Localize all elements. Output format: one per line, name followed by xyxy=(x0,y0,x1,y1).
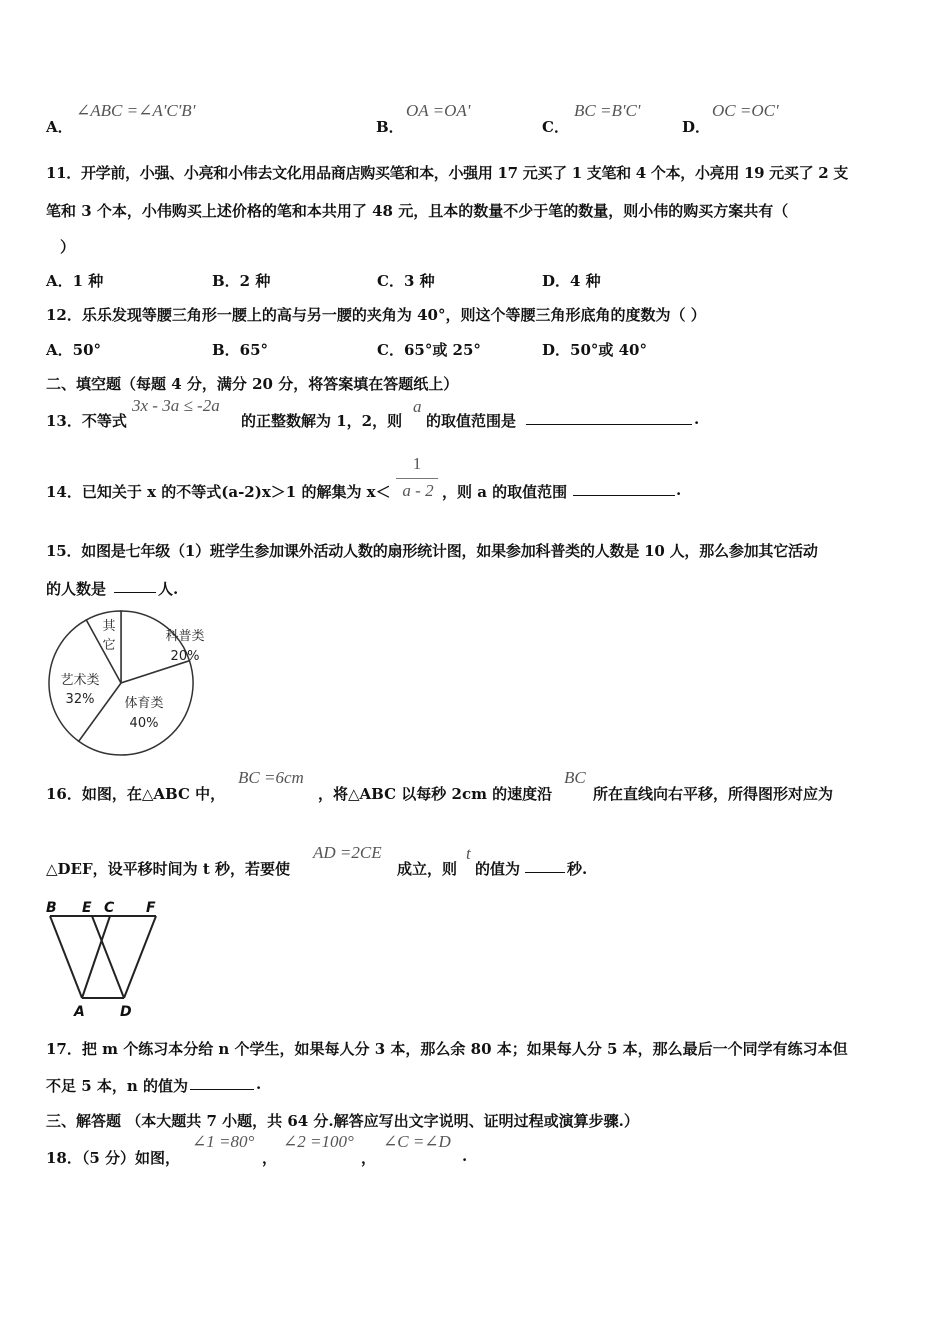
point-c-label: C xyxy=(104,900,115,916)
q15-line-2-suffix: 人. xyxy=(158,580,179,598)
q18-end: . xyxy=(462,1147,468,1165)
section-3-heading: 三、解答题 （本大题共 7 小题，共 64 分.解答应写出文字说明、证明过程或演算步骤.） xyxy=(46,1112,639,1130)
q17-answer-blank xyxy=(190,1075,254,1090)
q15-line-2-prefix: 的人数是 xyxy=(46,580,107,598)
q14-fraction-bar xyxy=(396,478,438,479)
q13-suffix: 的取值范围是 xyxy=(426,412,517,430)
q11-line-2: 笔和 3 个本，小伟购买上述价格的笔和本共用了 48 元，且本的数量不少于笔的数量，则小伟的购买方案共有（ xyxy=(46,202,789,220)
q16-suffix: 所在直线向右平移，所得图形对应为 xyxy=(593,785,834,803)
q13-prefix: 13．不等式 xyxy=(46,412,127,430)
q16-prefix: 16．如图，在△ABC 中， xyxy=(46,785,226,803)
q15-answer-blank xyxy=(114,578,156,593)
q15-line-1: 15．如图是七年级（1）班学生参加课外活动人数的扇形统计图，如果参加科普类的人数是 10 人，那么参加其它活动 xyxy=(46,542,818,560)
q18-angle-cd: ∠C =∠D xyxy=(383,1132,451,1151)
pie-value-arts: 32% xyxy=(65,692,95,707)
q12-option-a: A．50° xyxy=(46,341,102,359)
q14-prefix: 14．已知关于 x 的不等式(a-2)x＞1 的解集为 x＜ xyxy=(46,483,391,501)
segment-df xyxy=(124,916,156,998)
q11-option-c: C．3 种 xyxy=(377,272,435,290)
point-e-label: E xyxy=(82,900,92,916)
pie-label-arts: 艺术类 xyxy=(60,673,100,688)
q12-option-b: B．65° xyxy=(212,341,269,359)
q10-option-a-math: ∠ABC =∠A'C'B' xyxy=(76,101,196,120)
q11-line-1: 11．开学前，小强、小亮和小伟去文化用品商店购买笔和本，小强用 17 元买了 1 支笔和 4 个本，小亮用 19 元买了 2 支 xyxy=(46,164,848,182)
pie-label-other-bottom: 它 xyxy=(102,638,116,653)
q12-option-c: C．65°或 25° xyxy=(377,341,481,359)
q11-option-a: A．1 种 xyxy=(46,272,104,290)
q10-option-b-math: OA =OA' xyxy=(406,101,471,120)
q16-var-t: t xyxy=(466,844,471,863)
triangle-translation-figure xyxy=(40,898,170,1020)
q16-condition: AD =2CE xyxy=(313,843,382,862)
pie-label-science: 科普类 xyxy=(165,629,205,644)
q16-bc: BC xyxy=(564,768,586,787)
point-d-label: D xyxy=(120,1004,132,1020)
point-b-label: B xyxy=(46,900,57,916)
q16-answer-blank xyxy=(525,858,565,873)
q18-comma-2: ， xyxy=(361,1149,377,1167)
q11-option-d: D．4 种 xyxy=(542,272,601,290)
q18-angle-2: ∠2 =100° xyxy=(283,1132,354,1151)
q11-line-3: ） xyxy=(60,238,76,256)
q18-angle-1: ∠1 =80° xyxy=(192,1132,255,1151)
activity-pie-chart xyxy=(40,606,205,756)
point-a-label: A xyxy=(74,1004,85,1020)
q10-option-c-label: C． xyxy=(542,118,569,136)
q16-end: 秒. xyxy=(567,860,588,878)
q14-end: . xyxy=(676,481,682,499)
point-f-label: F xyxy=(146,900,156,916)
q10-option-c-math: BC =B'C' xyxy=(574,101,641,120)
pie-value-science: 20% xyxy=(170,649,200,664)
q14-fraction-denominator: a - 2 xyxy=(402,481,434,500)
q13-mid: 的正整数解为 1，2，则 xyxy=(241,412,403,430)
q16-mid: ，将△ABC 以每秒 2cm 的速度沿 xyxy=(318,785,553,803)
q14-suffix: ，则 a 的取值范围 xyxy=(442,483,568,501)
q17-end: . xyxy=(256,1075,262,1093)
section-2-heading: 二、填空题（每题 4 分，满分 20 分，将答案填在答题纸上） xyxy=(46,375,459,393)
q16-bc-length: BC =6cm xyxy=(238,768,304,787)
q12-line-1: 12．乐乐发现等腰三角形一腰上的高与另一腰的夹角为 40°，则这个等腰三角形底角的度数为（ ） xyxy=(46,306,706,324)
pie-label-sports: 体育类 xyxy=(124,696,164,711)
q10-option-d-label: D． xyxy=(682,118,711,136)
q10-option-d-math: OC =OC' xyxy=(712,101,779,120)
pie-value-sports: 40% xyxy=(129,716,159,731)
q16-line-2-prefix: △DEF，设平移时间为 t 秒，若要使 xyxy=(46,860,291,878)
q16-line-2-mid: 成立，则 xyxy=(397,860,458,878)
q13-end: . xyxy=(694,410,700,428)
q13-answer-blank xyxy=(526,410,692,425)
q14-answer-blank xyxy=(573,481,675,496)
q13-var-a: a xyxy=(413,397,422,416)
pie-label-other-top: 其 xyxy=(102,619,116,634)
q18-comma-1: ， xyxy=(262,1149,278,1167)
q17-line-1: 17．把 m 个练习本分给 n 个学生，如果每人分 3 本，那么余 80 本；如果每人分 5 本，那么最后一个同学有练习本但 xyxy=(46,1040,848,1058)
q16-line-2-suffix: 的值为 xyxy=(475,860,521,878)
q14-fraction-numerator: 1 xyxy=(412,454,422,473)
q12-option-d: D．50°或 40° xyxy=(542,341,647,359)
segment-ba xyxy=(50,916,82,998)
q11-option-b: B．2 种 xyxy=(212,272,271,290)
q10-option-b-label: B． xyxy=(376,118,404,136)
q17-line-2-prefix: 不足 5 本，n 的值为 xyxy=(46,1077,189,1095)
q13-inequality: 3x - 3a ≤ -2a xyxy=(132,396,220,415)
q10-option-a-label: A． xyxy=(46,118,73,136)
q18-prefix: 18．（5 分）如图， xyxy=(46,1149,181,1167)
